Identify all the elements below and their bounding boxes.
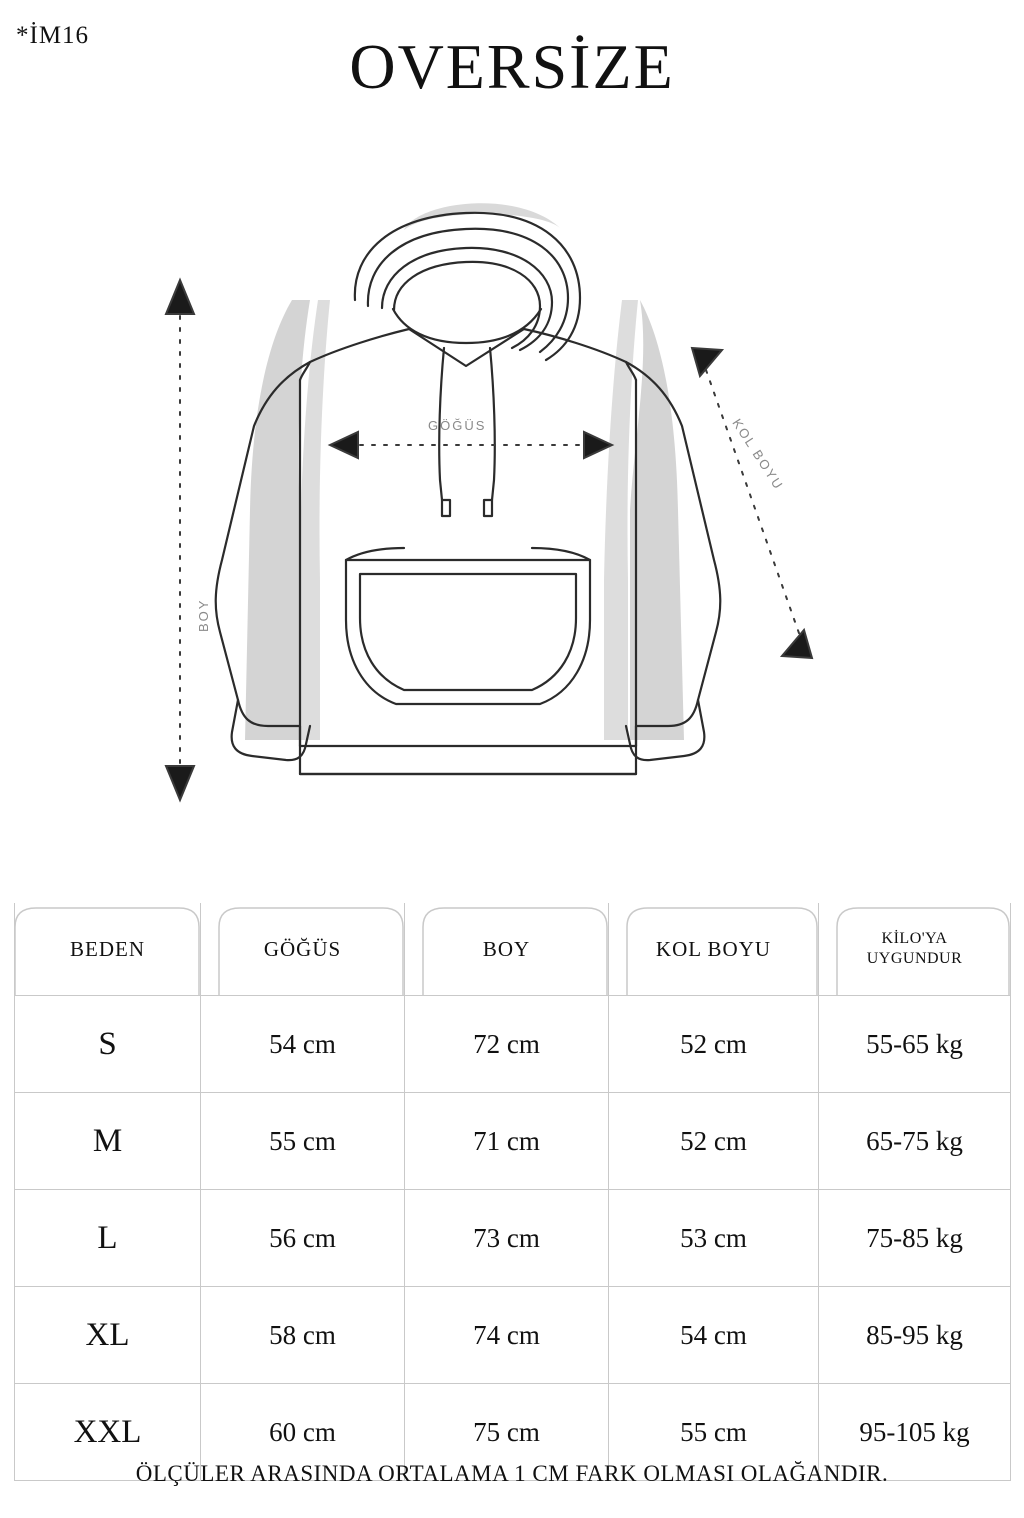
cell-length: 75 cm (405, 1384, 609, 1481)
chest-measure-label: GÖĞÜS (428, 418, 487, 433)
weight-head-line-1: KİLO'YA (881, 930, 948, 947)
cell-size: XXL (15, 1384, 201, 1481)
page-title: OVERSİZE (349, 31, 675, 102)
cell-chest: 55 cm (201, 1093, 405, 1190)
cell-length: 73 cm (405, 1190, 609, 1287)
cell-sleeve: 54 cm (609, 1287, 819, 1384)
size-chart-table (14, 903, 1011, 1481)
cell-length: 72 cm (405, 996, 609, 1093)
weight-head-line-2: UYGUNDUR (866, 950, 963, 967)
hoodie-shadow-icon (245, 203, 684, 740)
cell-weight: 55-65 kg (819, 996, 1011, 1093)
cell-weight: 85-95 kg (819, 1287, 1011, 1384)
cell-length: 71 cm (405, 1093, 609, 1190)
cell-length: 74 cm (405, 1287, 609, 1384)
length-dimension-arrow-icon (166, 280, 194, 800)
cell-weight: 65-75 kg (819, 1093, 1011, 1190)
cell-weight: 75-85 kg (819, 1190, 1011, 1287)
cell-size: S (15, 996, 201, 1093)
cell-sleeve: 52 cm (609, 996, 819, 1093)
column-header-boy: BOY (405, 903, 609, 996)
measurement-tolerance-note: ÖLÇÜLER ARASINDA ORTALAMA 1 CM FARK OLMASI OLAĞANDIR. (135, 1461, 889, 1486)
chest-dimension-arrow-icon (330, 432, 612, 458)
cell-chest: 60 cm (201, 1384, 405, 1481)
table-header-row (15, 903, 1011, 996)
hoodie-illustration (0, 180, 1024, 880)
table-row (15, 1287, 1011, 1384)
cell-chest: 54 cm (201, 996, 405, 1093)
cell-chest: 56 cm (201, 1190, 405, 1287)
table-row (15, 1093, 1011, 1190)
product-code: *İM16 (16, 22, 90, 49)
column-header-kol-boyu: KOL BOYU (609, 903, 819, 996)
cell-chest: 58 cm (201, 1287, 405, 1384)
cell-sleeve: 55 cm (609, 1384, 819, 1481)
sleeve-measure-label: KOL BOYU (729, 416, 787, 493)
cell-sleeve: 53 cm (609, 1190, 819, 1287)
column-header-beden: BEDEN (15, 903, 201, 996)
sleeve-dimension-arrow-icon (692, 348, 812, 658)
length-measure-label: BOY (196, 598, 211, 632)
column-header-gogus: GÖĞÜS (201, 903, 405, 996)
column-header-kiloya-uygundur (819, 903, 1011, 996)
table-row (15, 996, 1011, 1093)
cell-size: L (15, 1190, 201, 1287)
table-row (15, 1190, 1011, 1287)
cell-size: M (15, 1093, 201, 1190)
cell-size: XL (15, 1287, 201, 1384)
cell-weight: 95-105 kg (819, 1384, 1011, 1481)
cell-sleeve: 52 cm (609, 1093, 819, 1190)
